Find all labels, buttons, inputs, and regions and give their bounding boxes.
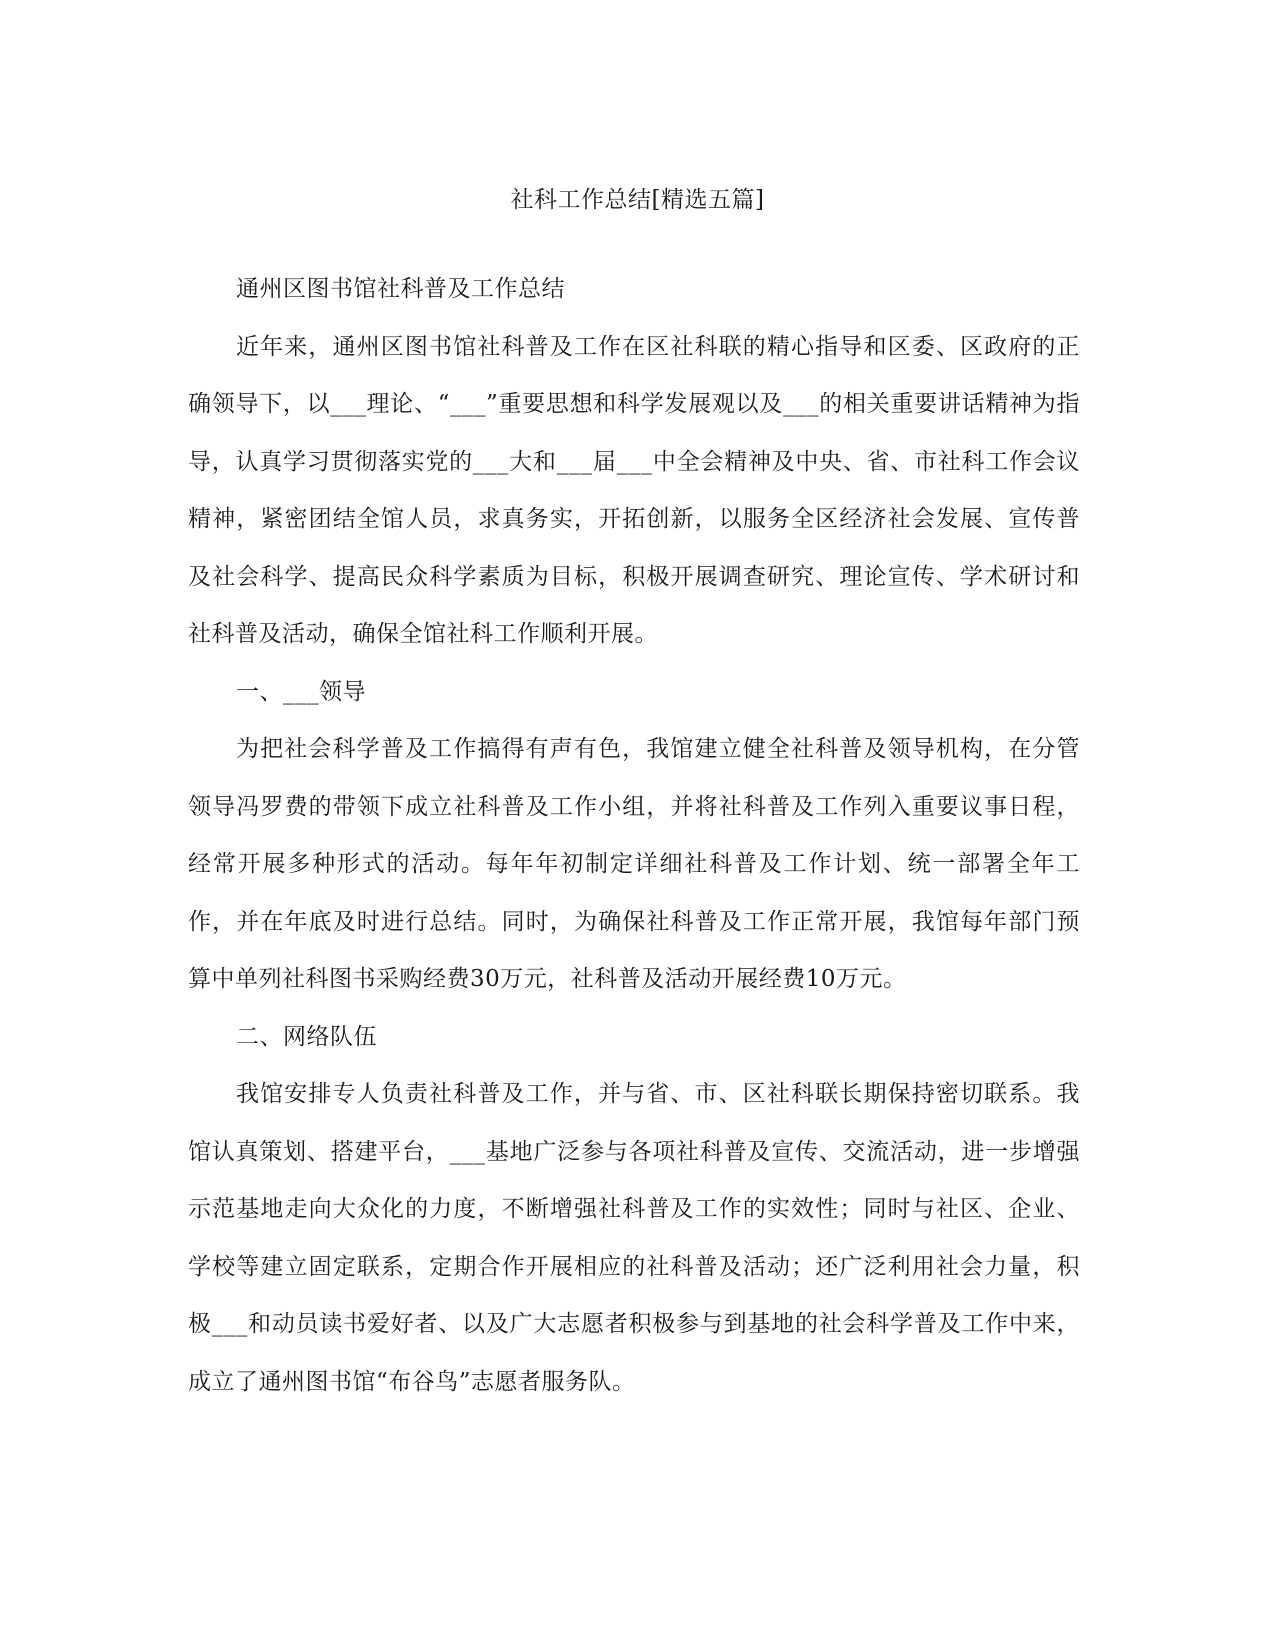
section-heading: 通州区图书馆社科普及工作总结 (236, 276, 565, 302)
body-paragraph: 为把社会科学普及工作搞得有声有色，我馆建立健全社科普及领导机构，在分管领导冯罗费的带领下成立社科普及工作小组，并将社科普及工作列入重要议事日程，经常开展多种形式的活动。每年年初制定详细社科普及工作计划、统一部署全年工作，并在年底及时进行总结。同时，为确保社科普及工作正常开展，我馆每年部门预算中单列社科图书采购经费30万元，社科普及活动开展经费10万元。 (188, 736, 1080, 992)
section-heading: 一、___领导 (236, 678, 366, 705)
document-body (188, 261, 1080, 1411)
body-paragraph: 我馆安排专人负责社科普及工作，并与省、市、区社科联长期保持密切联系。我馆认真策划、搭建平台，___基地广泛参与各项社科普及宣传、交流活动，进一步增强示范基地走向大众化的力度，不断增强社科普及工作的实效性；同时与社区、企业、学校等建立固定联系，定期合作开展相应的社科普及活动；还广泛利用社会力量，积极___和动员读书爱好者、以及广大志愿者积极参与到基地的社会科学普及工作中来，成立了通州图书馆“布谷鸟”志愿者服务队。 (188, 1081, 1080, 1395)
body-paragraph: 近年来，通州区图书馆社科普及工作在区社科联的精心指导和区委、区政府的正确领导下，以___理论、“___”重要思想和科学发展观以及___的相关重要讲话精神为指导，认真学习贯彻落实党的___大和___届___中全会精神及中央、省、市社科工作会议精神，紧密团结全馆人员，求真务实，开拓创新，以服务全区经济社会发展、宣传普及社会科学、提高民众科学素质为目标，积极开展调查研究、理论宣传、学术研讨和社科普及活动，确保全馆社科工作顺利开展。 (188, 333, 1080, 647)
section-heading: 二、网络队伍 (236, 1023, 377, 1050)
document-title: 社科工作总结[精选五篇] (510, 187, 765, 213)
